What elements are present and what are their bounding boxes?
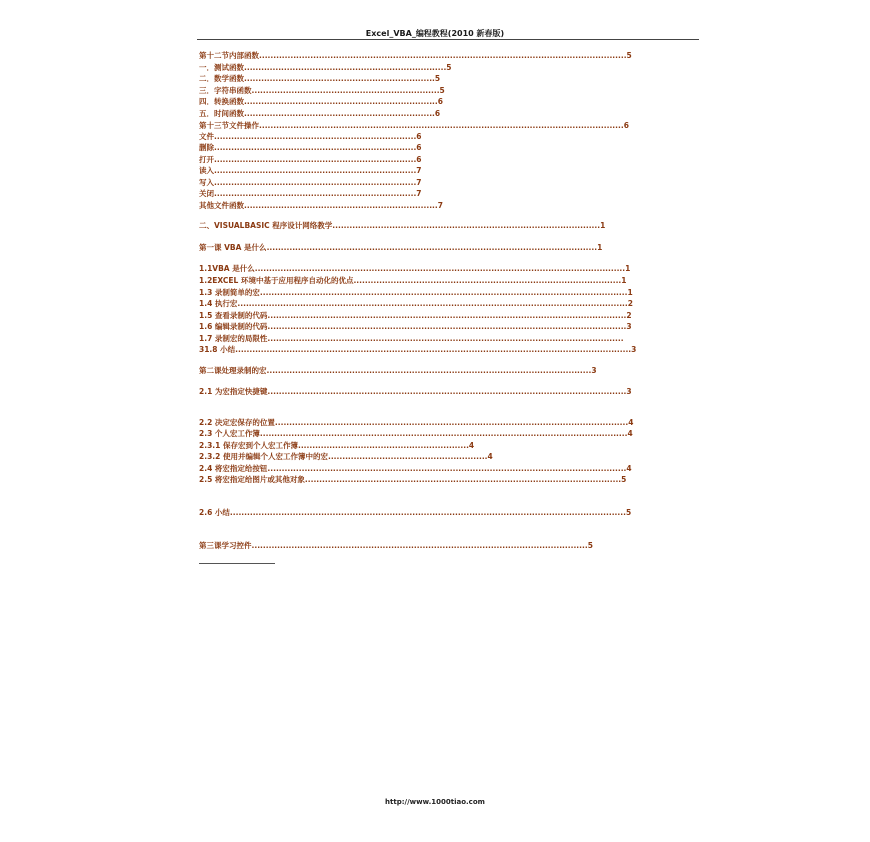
toc-entry-page: 6: [434, 109, 441, 118]
toc-leader-dots: ...............................................................................................................: [304, 475, 622, 484]
toc-entry-page: 1: [621, 276, 627, 285]
toc-entry-page: 5: [434, 74, 441, 83]
toc-entry-page: 2: [626, 311, 632, 320]
toc-entry-label: 关闭: [199, 189, 214, 198]
toc-entry-label: 2.3.1 保存宏到个人宏工作簿: [199, 441, 298, 450]
toc-entry-page: 1: [600, 221, 606, 230]
toc-entry[interactable]: [199, 321, 654, 332]
toc-leader-dots: .......................................................................: [244, 63, 447, 72]
toc-entry-label: 2.5 将宏指定给图片或其他对象: [199, 475, 305, 484]
toc-entry[interactable]: [199, 220, 623, 231]
toc-entry-label: 1.7 录制宏的局限性: [199, 334, 268, 343]
toc-leader-dots: .......................................................................: [214, 155, 417, 164]
toc-leader-dots: ..............................................................................................: [353, 276, 622, 285]
toc-entry-label: 四．转换函数: [199, 97, 244, 106]
toc-entry-label: 第三课学习控件: [199, 541, 252, 550]
toc-leader-dots: .......................................................................: [214, 132, 417, 141]
toc-entry-page: 5: [439, 86, 445, 95]
toc-entry-label: 1.3 录制简单的宏: [199, 288, 260, 297]
toc-entry-page: 6: [416, 155, 422, 164]
toc-entry[interactable]: [199, 62, 465, 73]
toc-entry-page: 6: [437, 97, 443, 106]
toc-entry-label: 1.4 执行宏: [199, 299, 238, 308]
toc-leader-dots: ......................................................................................................................: [251, 541, 588, 550]
toc-entry[interactable]: [199, 108, 454, 119]
toc-leader-dots: .........................................................................................................................................: [237, 299, 628, 308]
toc-leader-dots: ...................................................................: [244, 109, 435, 118]
toc-entry-page: 1: [625, 264, 631, 273]
toc-leader-dots: ...........................................................................................................................................: [235, 345, 632, 354]
toc-entry-label: 二、VISUALBASIC 程序设计网络教学: [199, 221, 333, 230]
toc-entry-page: 7: [416, 166, 422, 175]
toc-entry-label: 文件: [199, 132, 214, 141]
toc-leader-dots: ................................................................................................................................: [259, 121, 624, 130]
toc-entry[interactable]: [199, 73, 454, 84]
toc-entry-label: 2.1 为宏指定快捷键: [199, 387, 268, 396]
toc-leader-dots: ........................................................: [327, 452, 488, 461]
toc-entry-page: 4: [628, 418, 634, 427]
header-rule: [197, 39, 699, 40]
toc-leader-dots: .................................................................................................................................: [259, 51, 627, 60]
toc-entry[interactable]: [199, 200, 457, 211]
header-title: Excel_VBA_编程教程(2010 新春版): [365, 29, 505, 38]
toc-entry[interactable]: [199, 85, 459, 96]
toc-entry[interactable]: [199, 310, 654, 321]
toc-entry[interactable]: [199, 428, 654, 439]
toc-entry-label: 2.3 个人宏工作簿: [199, 429, 260, 438]
toc-entry[interactable]: [199, 131, 435, 142]
toc-leader-dots: ..............................................................................................: [332, 221, 601, 230]
toc-entry-page: 5: [626, 51, 632, 60]
toc-entry[interactable]: [199, 474, 647, 485]
toc-entry-page: 7: [416, 178, 422, 187]
toc-leader-dots: ....................................................................................................................: [266, 243, 598, 252]
toc-entry-page: 6: [416, 143, 422, 152]
toc-leader-dots: ...................................................................: [244, 74, 435, 83]
toc-entry[interactable]: [199, 242, 623, 253]
toc-leader-dots: ..............................................................................................................................: [267, 311, 627, 320]
toc-leader-dots: ............................................................................................................................: [274, 418, 629, 427]
toc-leader-dots: .......................................................................: [214, 143, 417, 152]
toc-entry-label: 三．字符串函数: [199, 86, 252, 95]
toc-entry[interactable]: [199, 451, 503, 462]
toc-entry-label: 1.1VBA 是什么: [199, 264, 255, 273]
toc-entry-label: 1.6 编辑录制的代码: [199, 322, 268, 331]
toc-entry[interactable]: [199, 120, 651, 131]
footer-url: http://www.1000tiao.com: [385, 798, 485, 806]
toc-entry[interactable]: [199, 188, 435, 199]
toc-leader-dots: .................................................................................................................................: [259, 429, 628, 438]
toc-entry-label: 二．数学函数: [199, 74, 244, 83]
toc-entry-label: 其他文件函数: [199, 201, 244, 210]
toc-leader-dots: ...........................................................................................................................................: [229, 508, 626, 517]
toc-entry-label: 一．测试函数: [199, 63, 244, 72]
toc-leader-dots: ..................................................................................................................................: [254, 264, 626, 273]
toc-entry[interactable]: [199, 417, 654, 428]
toc-entry-page: 6: [623, 121, 629, 130]
toc-entry[interactable]: [199, 165, 435, 176]
toc-leader-dots: ..............................................................................................................................: [267, 387, 627, 396]
toc-entry-label: 1.5 查看录制的代码: [199, 311, 268, 320]
toc-entry-page: 3: [626, 387, 632, 396]
toc-entry-page: 4: [626, 464, 632, 473]
toc-leader-dots: ............................................................: [297, 441, 469, 450]
toc-entry[interactable]: [199, 50, 653, 61]
toc-entry[interactable]: [199, 154, 435, 165]
toc-entry-label: 第十二节内部函数: [199, 51, 259, 60]
toc-entry-label: 写入: [199, 178, 214, 187]
toc-entry-page: 3: [631, 345, 637, 354]
toc-entry-page: 4: [487, 452, 493, 461]
toc-entry-page: 4: [468, 441, 475, 450]
toc-entry-label: 第一课 VBA 是什么: [199, 243, 267, 252]
toc-entry-label: 读入: [199, 166, 214, 175]
toc-entry-page: 6: [416, 132, 422, 141]
toc-entry-label: 五．时间函数: [199, 109, 244, 118]
toc-entry[interactable]: [199, 440, 487, 451]
toc-entry-page: 4: [627, 429, 633, 438]
toc-entry-page: 5: [587, 541, 593, 550]
toc-leader-dots: ..............................................................................................................................: [267, 464, 627, 473]
toc-entry[interactable]: [199, 365, 617, 376]
toc-leader-dots: .......................................................................: [214, 178, 417, 187]
toc-leader-dots: ..............................................................................................................................: [267, 322, 627, 331]
toc-entry-page: 5: [625, 508, 632, 517]
toc-entry[interactable]: [199, 333, 645, 344]
toc-entry[interactable]: [199, 96, 456, 107]
toc-leader-dots: .............................................................................................................................: [267, 334, 624, 343]
toc-entry-label: 2.3.2 使用并编辑个人宏工作簿中的宏: [199, 452, 328, 461]
footnote-rule: [199, 563, 275, 564]
toc-entry[interactable]: [199, 177, 435, 188]
toc-entry[interactable]: [199, 287, 654, 298]
toc-entry[interactable]: [199, 263, 654, 274]
toc-entry-label: 删除: [199, 143, 214, 152]
toc-leader-dots: ..................................................................................................................: [266, 366, 592, 375]
toc-entry-page: 1: [627, 288, 633, 297]
toc-leader-dots: .................................................................................................................................: [259, 288, 628, 297]
toc-entry-label: 第二课处理录制的宏: [199, 366, 267, 375]
toc-entry[interactable]: [199, 142, 435, 153]
toc-leader-dots: .......................................................................: [214, 189, 417, 198]
toc-leader-dots: .......................................................................: [214, 166, 417, 175]
toc-leader-dots: ....................................................................: [244, 201, 438, 210]
toc-entry[interactable]: [199, 386, 653, 397]
toc-entry[interactable]: [199, 463, 654, 474]
toc-entry-page: 5: [621, 475, 627, 484]
toc-entry-page: 3: [626, 322, 632, 331]
toc-leader-dots: ..................................................................: [251, 86, 440, 95]
toc-entry-label: 31.8 小结: [199, 345, 236, 354]
toc-entry-label: 打开: [199, 155, 214, 164]
toc-entry-page: 2: [627, 299, 633, 308]
toc-entry[interactable]: [199, 507, 654, 518]
toc-leader-dots: ....................................................................: [244, 97, 438, 106]
toc-entry-label: 2.4 将宏指定给按钮: [199, 464, 268, 473]
toc-entry[interactable]: [199, 275, 643, 286]
toc-entry-page: 7: [437, 201, 443, 210]
toc-entry-label: 第十三节文件操作: [199, 121, 259, 130]
toc-entry-page: 5: [446, 63, 452, 72]
toc-entry-page: 7: [416, 189, 422, 198]
toc-entry[interactable]: [199, 344, 659, 355]
toc-entry[interactable]: [199, 298, 655, 309]
toc-entry-page: 1: [597, 243, 603, 252]
toc-entry[interactable]: [199, 540, 613, 551]
toc-entry-label: 2.2 决定宏保存的位置: [199, 418, 275, 427]
toc-entry-label: 1.2EXCEL 环境中基于应用程序自动化的优点: [199, 276, 354, 285]
toc-entry-page: 3: [591, 366, 597, 375]
toc-entry-label: 2.6 小结: [199, 508, 230, 517]
